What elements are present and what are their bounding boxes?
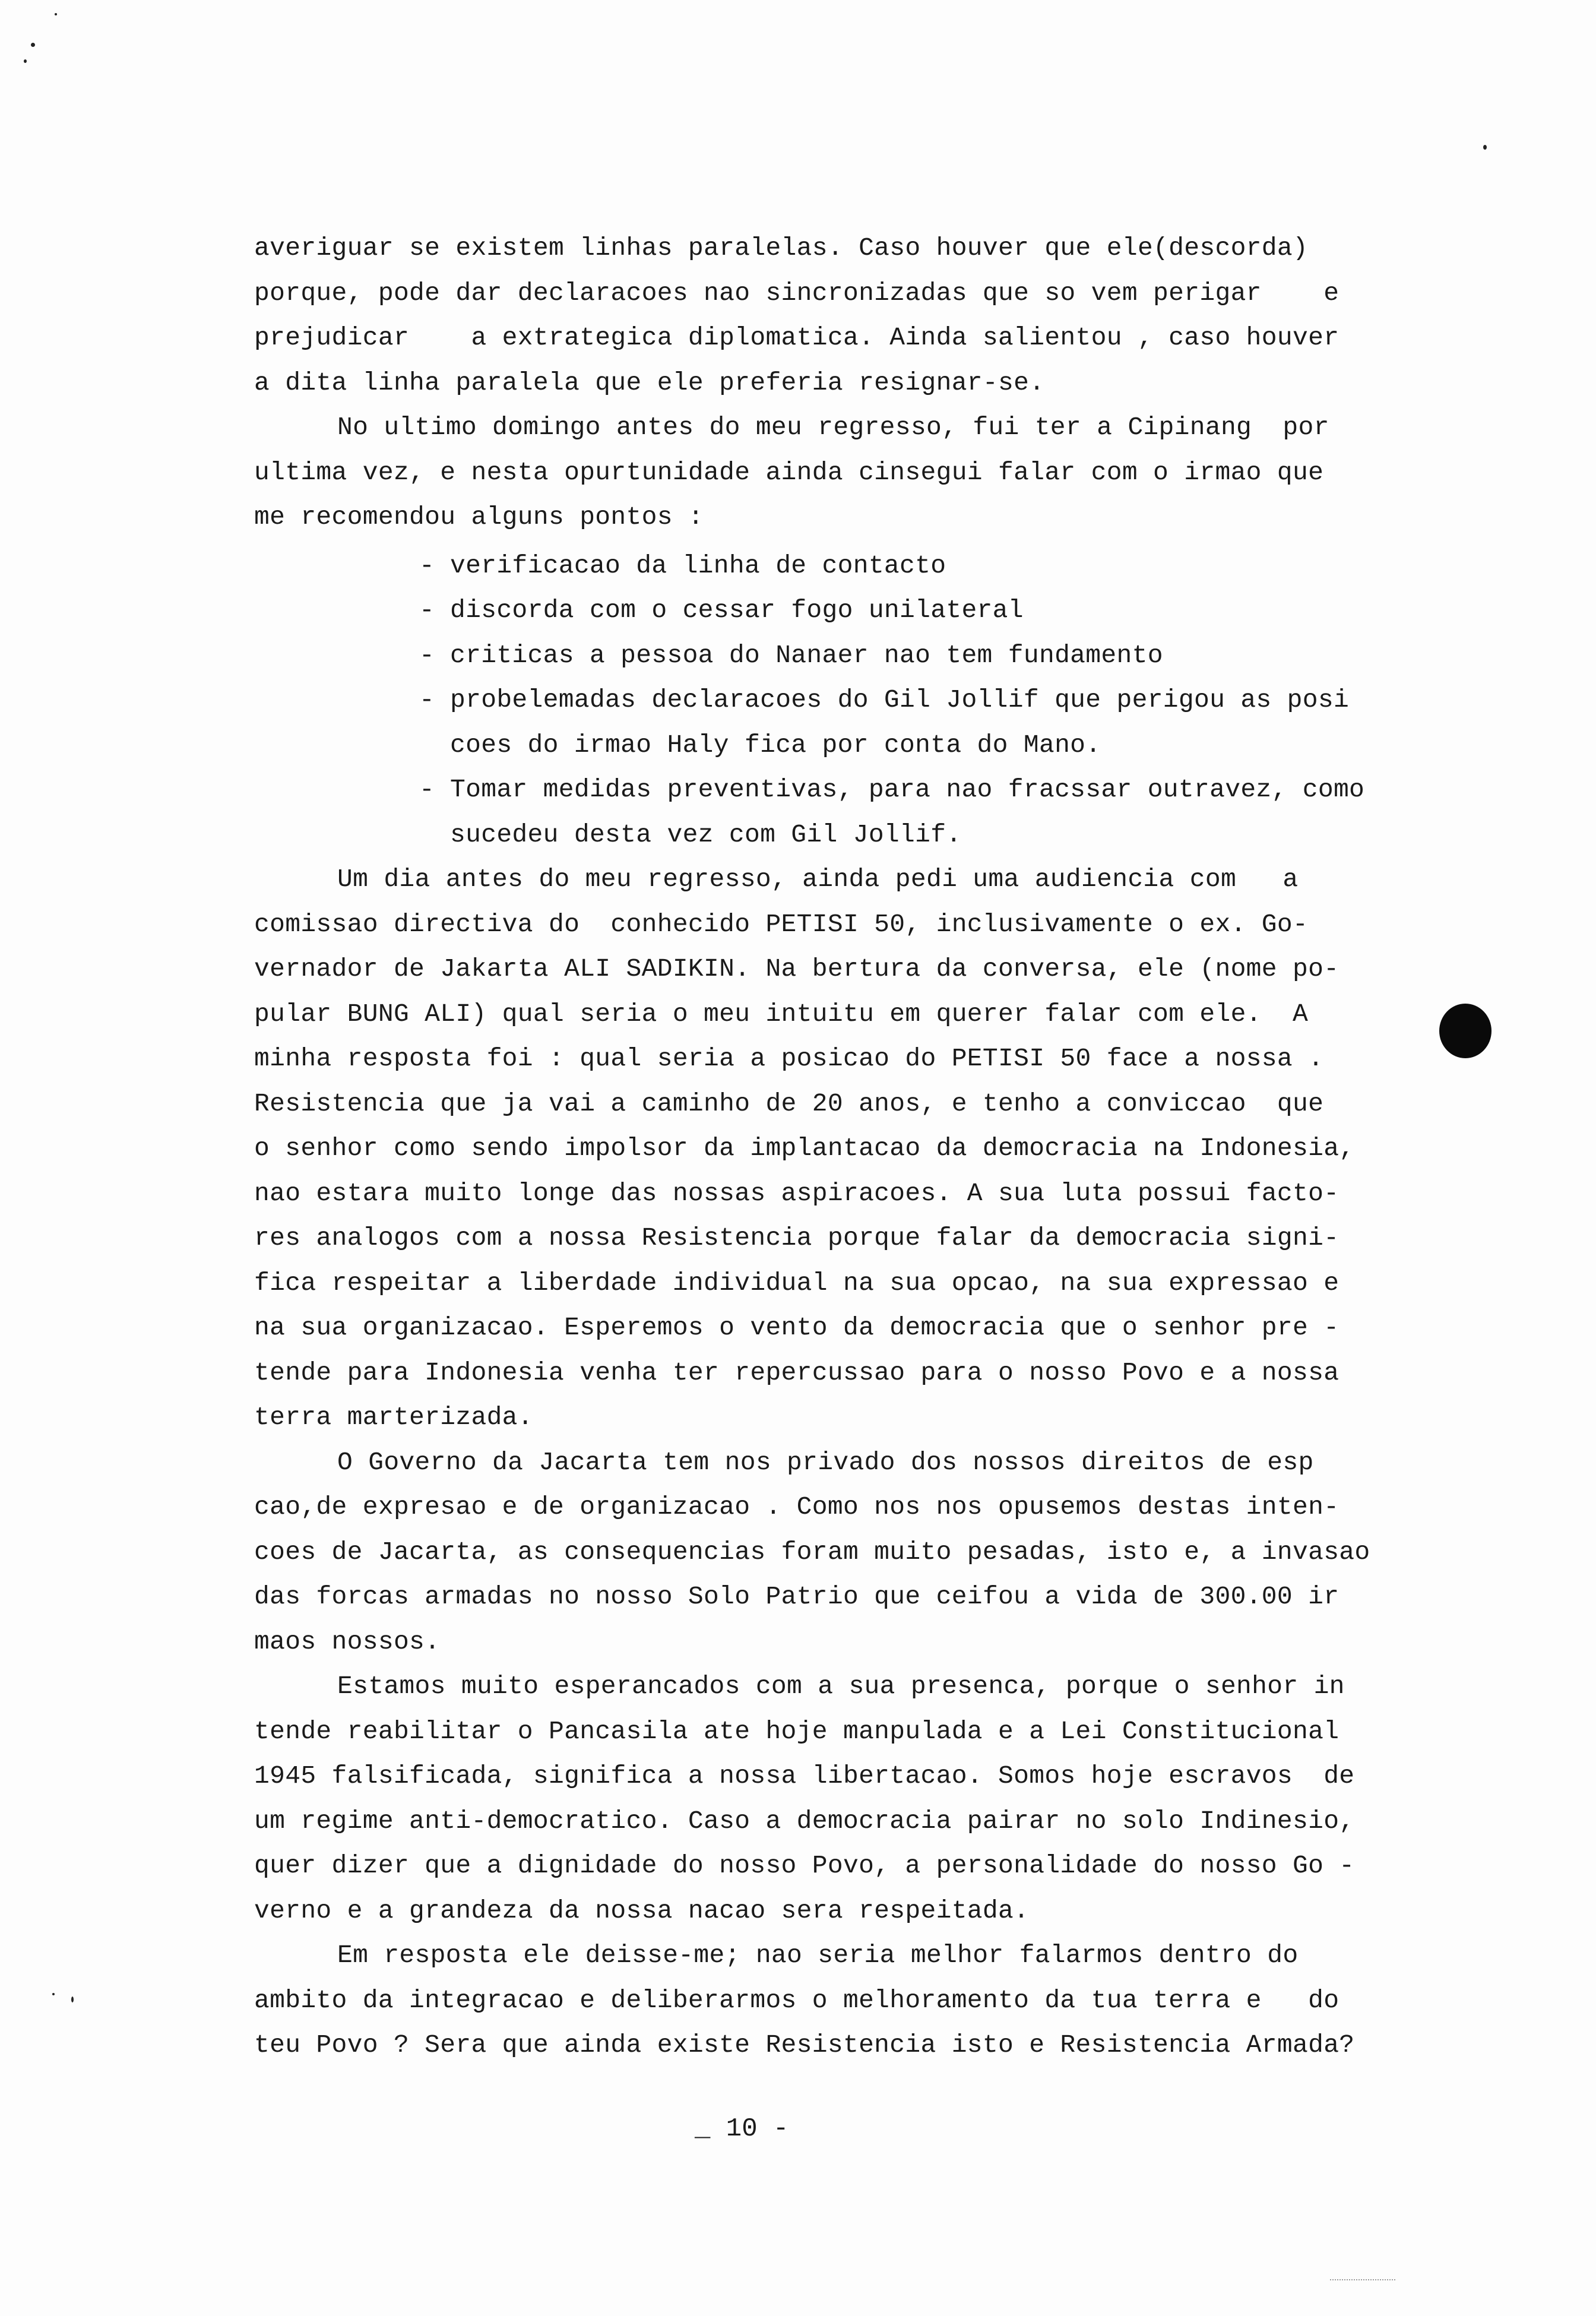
text-line: averiguar se existem linhas paralelas. Caso houver que ele(descorda) (254, 233, 1309, 262)
text-line: minha resposta foi : qual seria a posicao do PETISI 50 face a nossa . (254, 1044, 1324, 1073)
list-item-continuation: coes do irmao Haly fica por conta do Mano. (450, 730, 1101, 760)
list-item-continuation: sucedeu desta vez com Gil Jollif. (450, 820, 962, 849)
text-line: coes de Jacarta, as consequencias foram muito pesadas, isto e, a invasao (254, 1537, 1370, 1567)
list-dash: - (419, 640, 435, 670)
text-line: Em resposta ele deisse-me; nao seria melhor falarmos dentro do (337, 1941, 1299, 1970)
scan-speck (55, 13, 57, 15)
scan-artifact (1330, 2279, 1395, 2282)
text-line: nao estara muito longe das nossas aspiracoes. A sua luta possui facto- (254, 1178, 1340, 1208)
recommendation-list (254, 543, 1365, 858)
text-line: teu Povo ? Sera que ainda existe Resistencia isto e Resistencia Armada? (254, 2030, 1355, 2059)
paragraph (254, 857, 1355, 1440)
scan-speck (1483, 145, 1487, 150)
scan-speck (24, 59, 27, 63)
list-item-text: discorda com o cessar fogo unilateral (450, 596, 1024, 625)
text-line: quer dizer que a dignidade do nosso Povo, a personalidade do nosso Go - (254, 1851, 1355, 1880)
list-dash: - (419, 775, 435, 804)
text-line: o senhor como sendo impolsor da implantacao da democracia na Indonesia, (254, 1134, 1355, 1163)
text-line: pular BUNG ALI) qual seria o meu intuitu em querer falar com ele. A (254, 999, 1309, 1029)
list-dash: - (419, 596, 435, 625)
text-line: prejudicar a extrategica diplomatica. Ainda salientou , caso houver (254, 323, 1340, 352)
text-line: tende para Indonesia venha ter repercussao para o nosso Povo e a nossa (254, 1358, 1340, 1387)
text-line: ultima vez, e nesta opurtunidade ainda cinsegui falar com o irmao que (254, 457, 1324, 487)
text-line: a dita linha paralela que ele preferia resignar-se. (254, 368, 1045, 397)
text-line: Estamos muito esperancados com a sua presenca, porque o senhor in (337, 1672, 1345, 1701)
text-line: vernador de Jakarta ALI SADIKIN. Na bertura da conversa, ele (nome po- (254, 954, 1340, 983)
paragraph (254, 1664, 1355, 1933)
text-line: O Governo da Jacarta tem nos privado dos nossos direitos de esp (337, 1447, 1314, 1477)
list-item (254, 767, 1365, 812)
list-item-text: verificacao da linha de contacto (450, 550, 946, 580)
scan-speck (71, 1997, 74, 2002)
text-line: maos nossos. (254, 1627, 441, 1656)
list-item (254, 588, 1329, 633)
text-line: porque, pode dar declaracoes nao sincronizadas que so vem perigar e (254, 278, 1340, 308)
list-item-text: Tomar medidas preventivas, para nao fracssar outravez, como (450, 775, 1365, 804)
list-item (254, 633, 1329, 678)
paragraph (254, 226, 1340, 405)
document-body (254, 226, 1370, 2068)
text-line: comissao directiva do conhecido PETISI 50, inclusivamente o ex. Go- (254, 909, 1309, 939)
text-line: Um dia antes do meu regresso, ainda pedi uma audiencia com a (337, 865, 1299, 894)
text-line: No ultimo domingo antes do meu regresso, fui ter a Cipinang por (337, 413, 1329, 442)
text-line: 1945 falsificada, significa a nossa libertacao. Somos hoje escravos de (254, 1761, 1355, 1790)
text-line: me recomendou alguns pontos : (254, 502, 704, 531)
text-line: cao,de expresao e de organizacao . Como nos nos opusemos destas inten- (254, 1492, 1340, 1521)
paragraph (254, 405, 1329, 540)
text-line: res analogos com a nossa Resistencia porque falar da democracia signi- (254, 1223, 1340, 1252)
text-line: na sua organizacao. Esperemos o vento da democracia que o senhor pre - (254, 1313, 1340, 1342)
text-line: das forcas armadas no nosso Solo Patrio que ceifou a vida de 300.00 ir (254, 1582, 1340, 1611)
text-line: fica respeitar a liberdade individual na sua opcao, na sua expressao e (254, 1268, 1340, 1298)
scan-speck (31, 43, 35, 47)
punch-hole (1439, 1004, 1492, 1058)
scan-speck (52, 1993, 55, 1995)
list-item (254, 678, 1350, 723)
text-line: verno e a grandeza da nossa nacao sera respeitada. (254, 1896, 1030, 1925)
text-line: ambito da integracao e deliberarmos o melhoramento da tua terra e do (254, 1985, 1340, 2015)
list-item (254, 543, 1329, 589)
text-line: terra marterizada. (254, 1403, 533, 1432)
list-item-text: criticas a pessoa do Nanaer nao tem fundamento (450, 640, 1163, 670)
text-line: Resistencia que ja vai a caminho de 20 anos, e tenho a conviccao que (254, 1089, 1324, 1118)
list-dash: - (419, 685, 435, 714)
page-number: _ 10 - (695, 2114, 789, 2144)
paragraph (254, 1933, 1355, 2068)
text-line: tende reabilitar o Pancasila ate hoje manpulada e a Lei Constitucional (254, 1716, 1340, 1746)
paragraph (254, 1440, 1370, 1665)
list-item-text: probelemadas declaracoes do Gil Jollif que perigou as posi (450, 685, 1350, 714)
list-dash: - (419, 550, 435, 580)
text-line: um regime anti-democratico. Caso a democracia pairar no solo Indinesio, (254, 1806, 1355, 1836)
